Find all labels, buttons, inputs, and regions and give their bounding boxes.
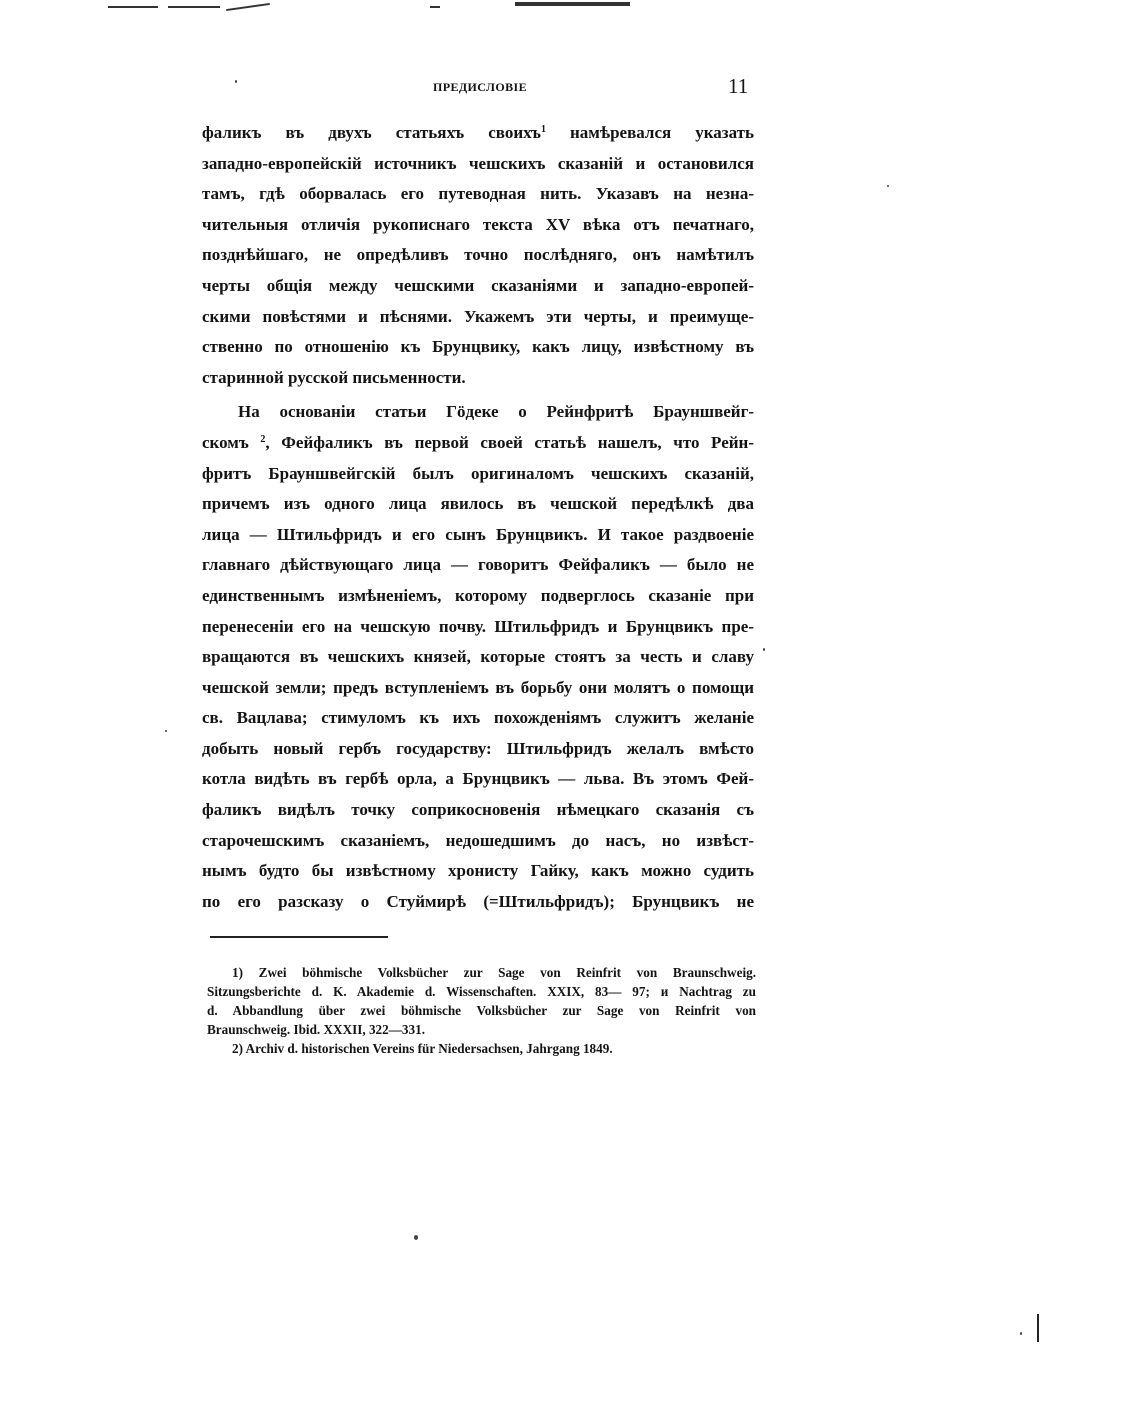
text-line: причемъ изъ одного лица явилось въ чешской передѣлкѣ два <box>202 494 754 514</box>
text-line: старинной русской письменности. <box>202 367 466 387</box>
edge-line <box>168 6 220 8</box>
footnote-line: Sitzungsberichte d. K. Akademie d. Wissenschaften. XXIX, 83— 97; и Nachtrag zu <box>207 984 756 999</box>
scan-speck <box>887 185 889 187</box>
text-line: перенесеніи его на чешскую почву. Штильфридъ и Брунцвикъ пре- <box>202 616 754 636</box>
text-line: добыть новый гербъ государству: Штильфридъ желалъ вмѣсто <box>202 738 754 758</box>
footnote-ref-1[interactable]: 1 <box>540 124 546 135</box>
page-number: 11 <box>728 74 749 98</box>
text-line: западно-европейскій источникъ чешскихъ сказаній и остановился <box>202 153 754 173</box>
top-edge-remnant <box>0 0 1140 14</box>
footnote-line: d. Abbandlung über zwei böhmische Volksbücher zur Sage von Reinfrit von <box>207 1003 756 1018</box>
text-line: главнаго дѣйствующаго лица — говоритъ Фейфаликъ — было не <box>202 555 754 575</box>
text-line: тамъ, гдѣ оборвалась его путеводная нить. Указавъ на незна- <box>202 184 754 204</box>
footnotes <box>207 963 756 1058</box>
edge-line <box>108 6 158 8</box>
text-line: старочешскимъ сказаніемъ, недошедшимъ до насъ, но извѣст- <box>202 830 754 850</box>
footnote-line: Braunschweig. Ibid. XXXII, 322—331. <box>207 1022 425 1037</box>
text-line: фаликъ видѣлъ точку соприкосновенія нѣмецкаго сказанія съ <box>202 800 754 820</box>
scan-speck <box>1020 1332 1022 1335</box>
text-line: св. Вацлава; стимуломъ къ ихъ похожденіямъ служитъ желаніе <box>202 708 754 728</box>
scan-speck <box>414 1235 418 1240</box>
edge-line <box>430 6 440 8</box>
text-line: ственно по отношенію къ Брунцвику, какъ лицу, извѣстному въ <box>202 337 754 357</box>
text-line: позднѣйшаго, не опредѣливъ точно послѣдняго, онъ намѣтилъ <box>202 245 754 265</box>
running-head-title: ПРЕДИСЛОВІЕ <box>433 80 527 94</box>
text-line: нымъ будто бы извѣстному хронисту Гайку, какъ можно судить <box>202 861 754 881</box>
main-text <box>202 118 754 917</box>
text-line: фритъ Брауншвейгскій былъ оригиналомъ чешскихъ сказаній, <box>202 463 754 483</box>
running-head <box>0 76 1140 100</box>
text-line: чешской земли; предъ вступленіемъ въ борьбу они молятъ о помощи <box>202 677 754 697</box>
scan-speck <box>763 648 765 651</box>
text-line: единственнымъ измѣненіемъ, которому подверглось сказаніе при <box>202 585 754 605</box>
paragraph-2 <box>202 397 754 917</box>
footnote-2: 2) Archiv d. historischen Vereins für Niedersachsen, Jahrgang 1849. <box>232 1041 613 1056</box>
scan-speck <box>235 80 237 83</box>
edge-line <box>226 3 270 11</box>
text-line: черты общія между чешскими сказаніями и западно-европей- <box>202 275 754 295</box>
text-line: вращаются въ чешскихъ князей, которые стоятъ за честь и славу <box>202 647 754 667</box>
text-line: скими повѣстями и пѣснями. Укажемъ эти черты, и преимуще- <box>202 306 754 326</box>
edge-line <box>515 2 630 6</box>
text-line: чительныя отличія рукописнаго текста XV вѣка отъ печатнаго, <box>202 214 754 234</box>
text-line: котла видѣть въ гербѣ орла, а Брунцвикъ — льва. Въ этомъ Фей- <box>202 769 754 789</box>
paragraph-1 <box>202 118 754 393</box>
text-line: лица — Штильфридъ и его сынъ Брунцвикъ. И такое раздвоеніе <box>202 524 754 544</box>
footnote-separator <box>210 936 388 938</box>
text-line: фаликъ въ двухъ статьяхъ своихъ$^1$ намѣревался указать <box>202 123 755 142</box>
footnote-1: 1) Zwei böhmische Volksbücher zur Sage von Reinfrit von Braunschweig. <box>232 965 756 980</box>
text-line: скомъ $^2$, Фейфаликъ въ первой своей статьѣ нашелъ, что Рейн- <box>202 432 755 452</box>
text-line: На основаніи статьи Гöдеке о Рейнфритѣ Брауншвейг- <box>238 402 754 422</box>
footnote-ref-2[interactable]: 2 <box>260 433 266 445</box>
scan-speck <box>165 730 167 732</box>
text-line: по его разсказу о Стуймирѣ (=Штильфридъ); Брунцвикъ не <box>202 891 754 911</box>
scan-edge-mark <box>1037 1314 1039 1342</box>
